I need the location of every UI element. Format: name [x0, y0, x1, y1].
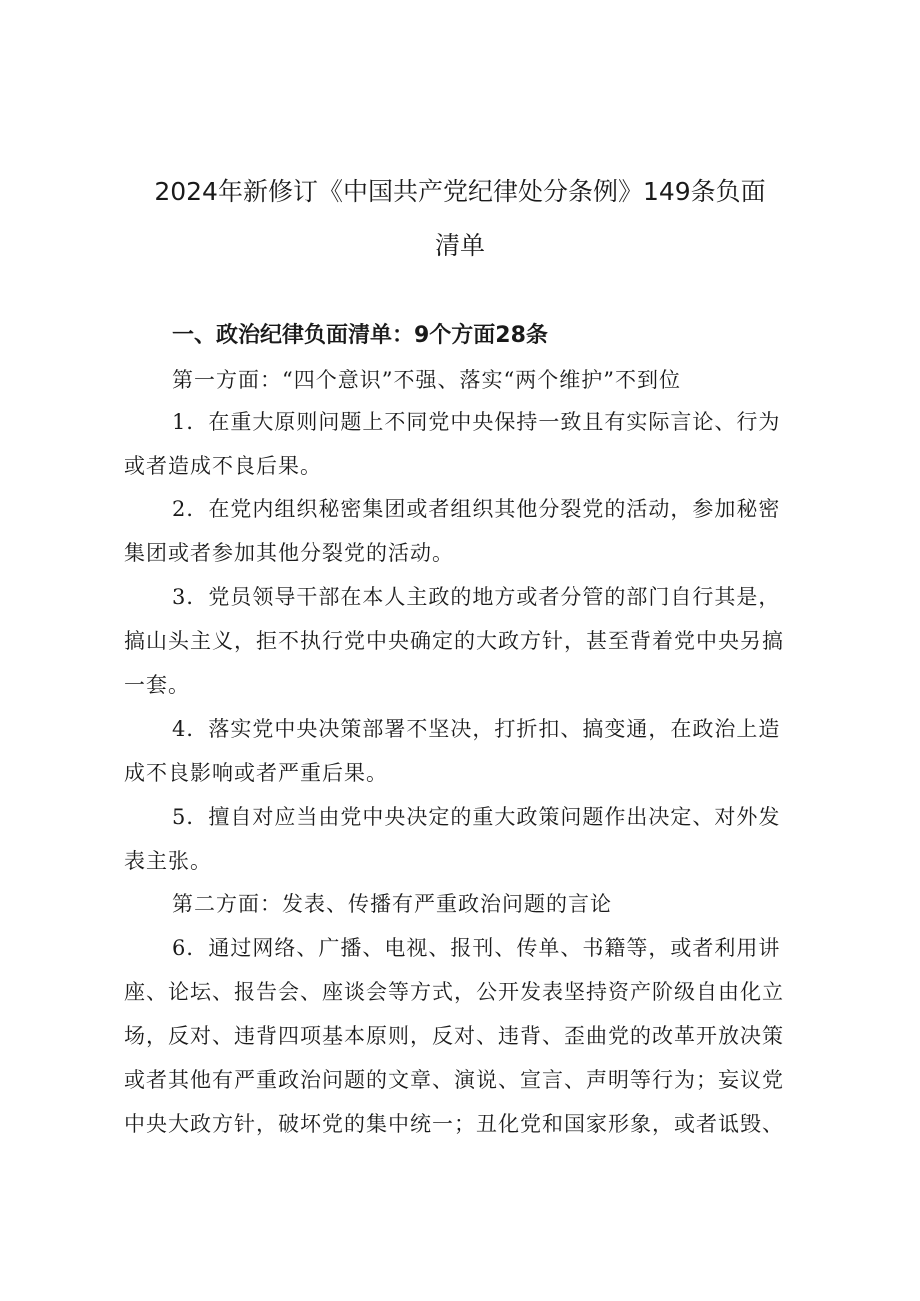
document-title-line-1: 2024年新修订《中国共产党纪律处分条例》149条负面 [154, 177, 766, 206]
list-item-5-line-1: 5．擅自对应当由党中央决定的重大政策问题作出决定、对外发 [172, 805, 781, 829]
list-item-3-line-1: 3．党员领导干部在本人主政的地方或者分管的部门自行其是， [172, 585, 781, 609]
list-item-3 [124, 575, 810, 707]
list-item-5-line-2: 表主张。 [124, 849, 212, 873]
list-item-6-line-3: 场，反对、违背四项基本原则，反对、违背、歪曲党的改革开放决策 [124, 1024, 784, 1048]
list-item-3-line-3: 一套。 [124, 673, 190, 697]
list-item-2-line-1: 2．在党内组织秘密集团或者组织其他分裂党的活动，参加秘密 [172, 497, 781, 521]
list-item-2-line-2: 集团或者参加其他分裂党的活动。 [124, 541, 454, 565]
list-item-1-line-1: 1．在重大原则问题上不同党中央保持一致且有实际言论、行为 [172, 410, 781, 434]
list-item-4-line-2: 成不良影响或者严重后果。 [124, 761, 388, 785]
document-title-line-2: 清单 [434, 231, 485, 260]
list-item-4 [124, 707, 810, 795]
list-item-6-line-4: 或者其他有严重政治问题的文章、演说、宣言、声明等行为；妄议党 [124, 1068, 784, 1092]
list-item-2 [124, 487, 810, 575]
aspect-heading-second: 第二方面：发表、传播有严重政治问题的言论 [172, 892, 612, 916]
list-item-4-line-1: 4．落实党中央决策部署不坚决，打折扣、搞变通，在政治上造 [172, 717, 781, 741]
list-item-6 [124, 926, 810, 1146]
list-item-1 [124, 400, 810, 488]
list-item-3-line-2: 搞山头主义，拒不执行党中央确定的大政方针，甚至背着党中央另搞 [124, 629, 784, 653]
list-item-5 [124, 795, 810, 883]
list-item-6-line-2: 座、论坛、报告会、座谈会等方式，公开发表坚持资产阶级自由化立 [124, 980, 784, 1004]
list-item-1-line-2: 或者造成不良后果。 [124, 454, 322, 478]
list-item-6-line-1: 6．通过网络、广播、电视、报刊、传单、书籍等，或者利用讲 [172, 936, 781, 960]
aspect-heading-first: 第一方面：“四个意识”不强、落实“两个维护”不到位 [172, 368, 681, 392]
section-heading: 一、政治纪律负面清单：9个方面28条 [172, 323, 548, 348]
list-item-6-line-5: 中央大政方针，破坏党的集中统一；丑化党和国家形象，或者诋毁、 [124, 1112, 784, 1136]
